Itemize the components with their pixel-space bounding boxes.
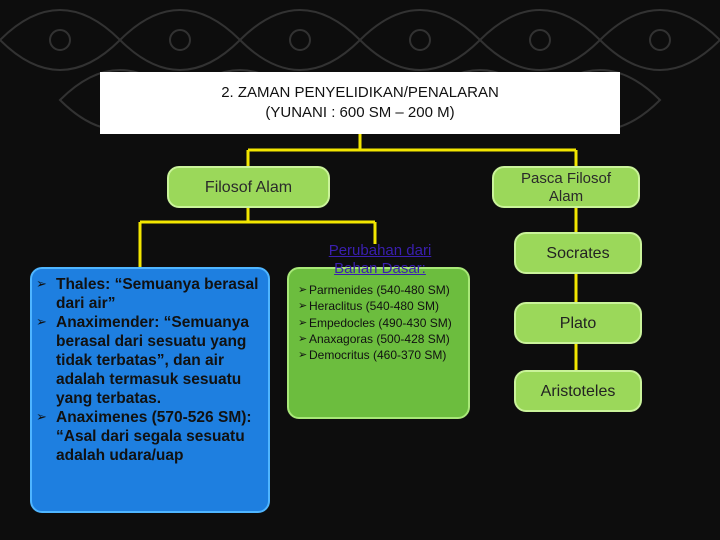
node-filosof-alam: Filosof Alam xyxy=(167,166,330,208)
perubahan-heading-link[interactable] xyxy=(300,242,460,278)
pasca-line-1: Pasca Filosof xyxy=(520,170,612,187)
list-item: ➢ Heraclitus (540-480 SM) xyxy=(298,299,440,314)
node-socrates: Socrates xyxy=(514,232,642,274)
title-line-1: 2. ZAMAN PENYELIDIKAN/PENALARAN xyxy=(221,84,499,101)
node-pasca-filosof-alam xyxy=(492,166,640,208)
title-line-2: (YUNANI : 600 SM – 200 M) xyxy=(265,104,455,121)
perubahan-line-1: Perubahan dari xyxy=(328,242,432,259)
list-item: ➢ Parmenides (540-480 SM) xyxy=(298,283,450,297)
node-aristoteles: Aristoteles xyxy=(514,370,642,412)
arrow-bullet-icon: ➢ xyxy=(36,277,47,292)
arrow-bullet-icon: ➢ xyxy=(36,410,47,425)
arrow-bullet-icon: ➢ xyxy=(298,348,308,362)
list-item: ➢ Anaxagoras (500-428 SM) xyxy=(298,331,450,346)
arrow-bullet-icon: ➢ xyxy=(298,299,308,313)
list-item: ➢ Anaximenes (570-526 SM): “Asal dari segala sesuatu adalah udara/uap xyxy=(36,409,252,464)
pasca-line-2: Alam xyxy=(548,188,584,205)
arrow-bullet-icon: ➢ xyxy=(298,283,308,296)
natural-philosophers-box xyxy=(30,267,270,513)
list-item: ➢ Empedocles (490-430 SM) xyxy=(298,315,452,330)
basic-matter-box xyxy=(287,267,470,419)
list-item: ➢ Thales: “Semuanya berasal dari air” xyxy=(36,276,259,312)
arrow-bullet-icon: ➢ xyxy=(36,315,47,330)
arrow-bullet-icon: ➢ xyxy=(298,315,308,329)
perubahan-line-2: Bahan Dasar: xyxy=(334,260,426,277)
arrow-bullet-icon: ➢ xyxy=(298,331,308,345)
list-item: ➢ Democritus (460-370 SM) xyxy=(298,348,447,363)
node-plato: Plato xyxy=(514,302,642,344)
list-item: ➢ Anaximender: “Semuanya berasal dari sesuatu yang tidak terbatas”, dan air adalah termasuk sesuatu yang terbatas. xyxy=(36,314,249,407)
title-box xyxy=(100,72,620,134)
